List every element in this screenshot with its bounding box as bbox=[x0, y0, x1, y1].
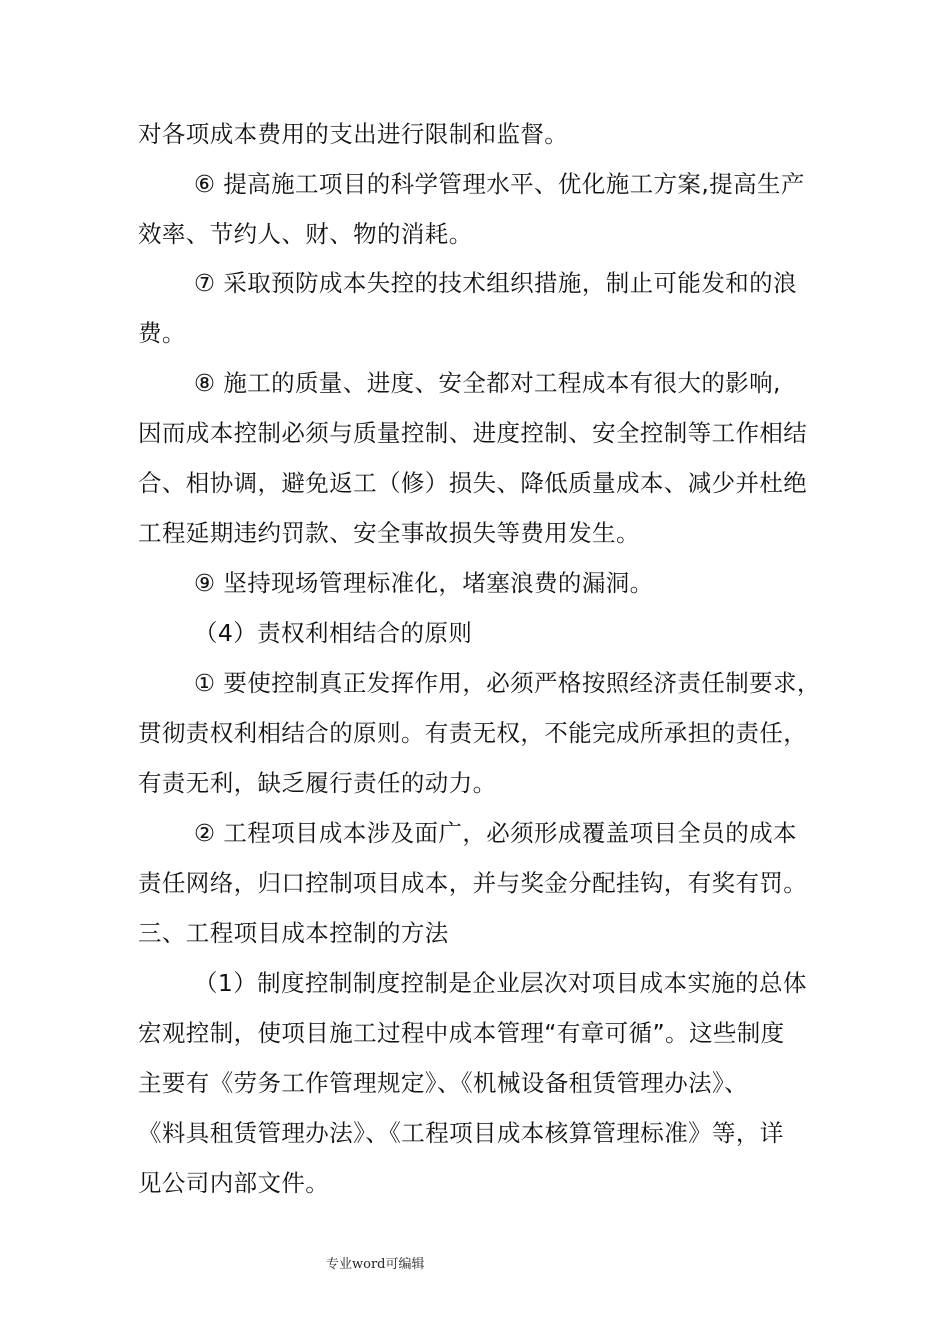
chapter-heading: 三、工程项目成本控制的方法 bbox=[138, 919, 449, 947]
text-line: ⑥ 提高施工项目的科学管理水平、优化施工方案,提高生产 bbox=[194, 170, 805, 198]
text-line: 主要有《劳务工作管理规定》、《机械设备租赁管理办法》、 bbox=[138, 1069, 749, 1097]
text-line: 费。 bbox=[138, 319, 186, 347]
text-line: ⑨ 坚持现场管理标准化，堵塞浪费的漏洞。 bbox=[194, 569, 654, 597]
text-line: ② 工程项目成本涉及面广，必须形成覆盖项目全员的成本 bbox=[194, 819, 797, 847]
text-line: 贯彻责权利相结合的原则。有责无权，不能完成所承担的责任， bbox=[138, 719, 808, 747]
section-heading: （4）责权利相结合的原则 bbox=[194, 619, 473, 647]
text-line: 《料具租赁管理办法》、《工程项目成本核算管理标准》等，详 bbox=[138, 1119, 784, 1147]
text-line: ① 要使控制真正发挥作用，必须严格按照经济责任制要求， bbox=[194, 669, 821, 697]
text-line: （1）制度控制制度控制是企业层次对项目成本实施的总体 bbox=[194, 969, 807, 997]
text-line: 工程延期违约罚款、安全事故损失等费用发生。 bbox=[138, 519, 640, 547]
text-line: 责任网络，归口控制项目成本，并与奖金分配挂钩，有奖有罚。 bbox=[138, 869, 808, 897]
text-line: 宏观控制，使项目施工过程中成本管理“有章可循”。这些制度 bbox=[138, 1019, 785, 1047]
text-line: 有责无利，缺乏履行责任的动力。 bbox=[138, 769, 497, 797]
text-line: ⑧ 施工的质量、进度、安全都对工程成本有很大的影响, bbox=[194, 369, 781, 397]
text-line: 因而成本控制必须与质量控制、进度控制、安全控制等工作相结 bbox=[138, 419, 808, 447]
text-line: 效率、节约人、财、物的消耗。 bbox=[138, 220, 473, 248]
text-line: 见公司内部文件。 bbox=[138, 1169, 330, 1197]
text-line: ⑦ 采取预防成本失控的技术组织措施，制止可能发和的浪 bbox=[194, 269, 797, 297]
text-line: 合、相协调，避免返工（修）损失、降低质量成本、减少并杜绝 bbox=[138, 469, 808, 497]
text-line: 对各项成本费用的支出进行限制和监督。 bbox=[138, 120, 569, 148]
page-footer: 专业word可编辑 bbox=[326, 1257, 425, 1272]
